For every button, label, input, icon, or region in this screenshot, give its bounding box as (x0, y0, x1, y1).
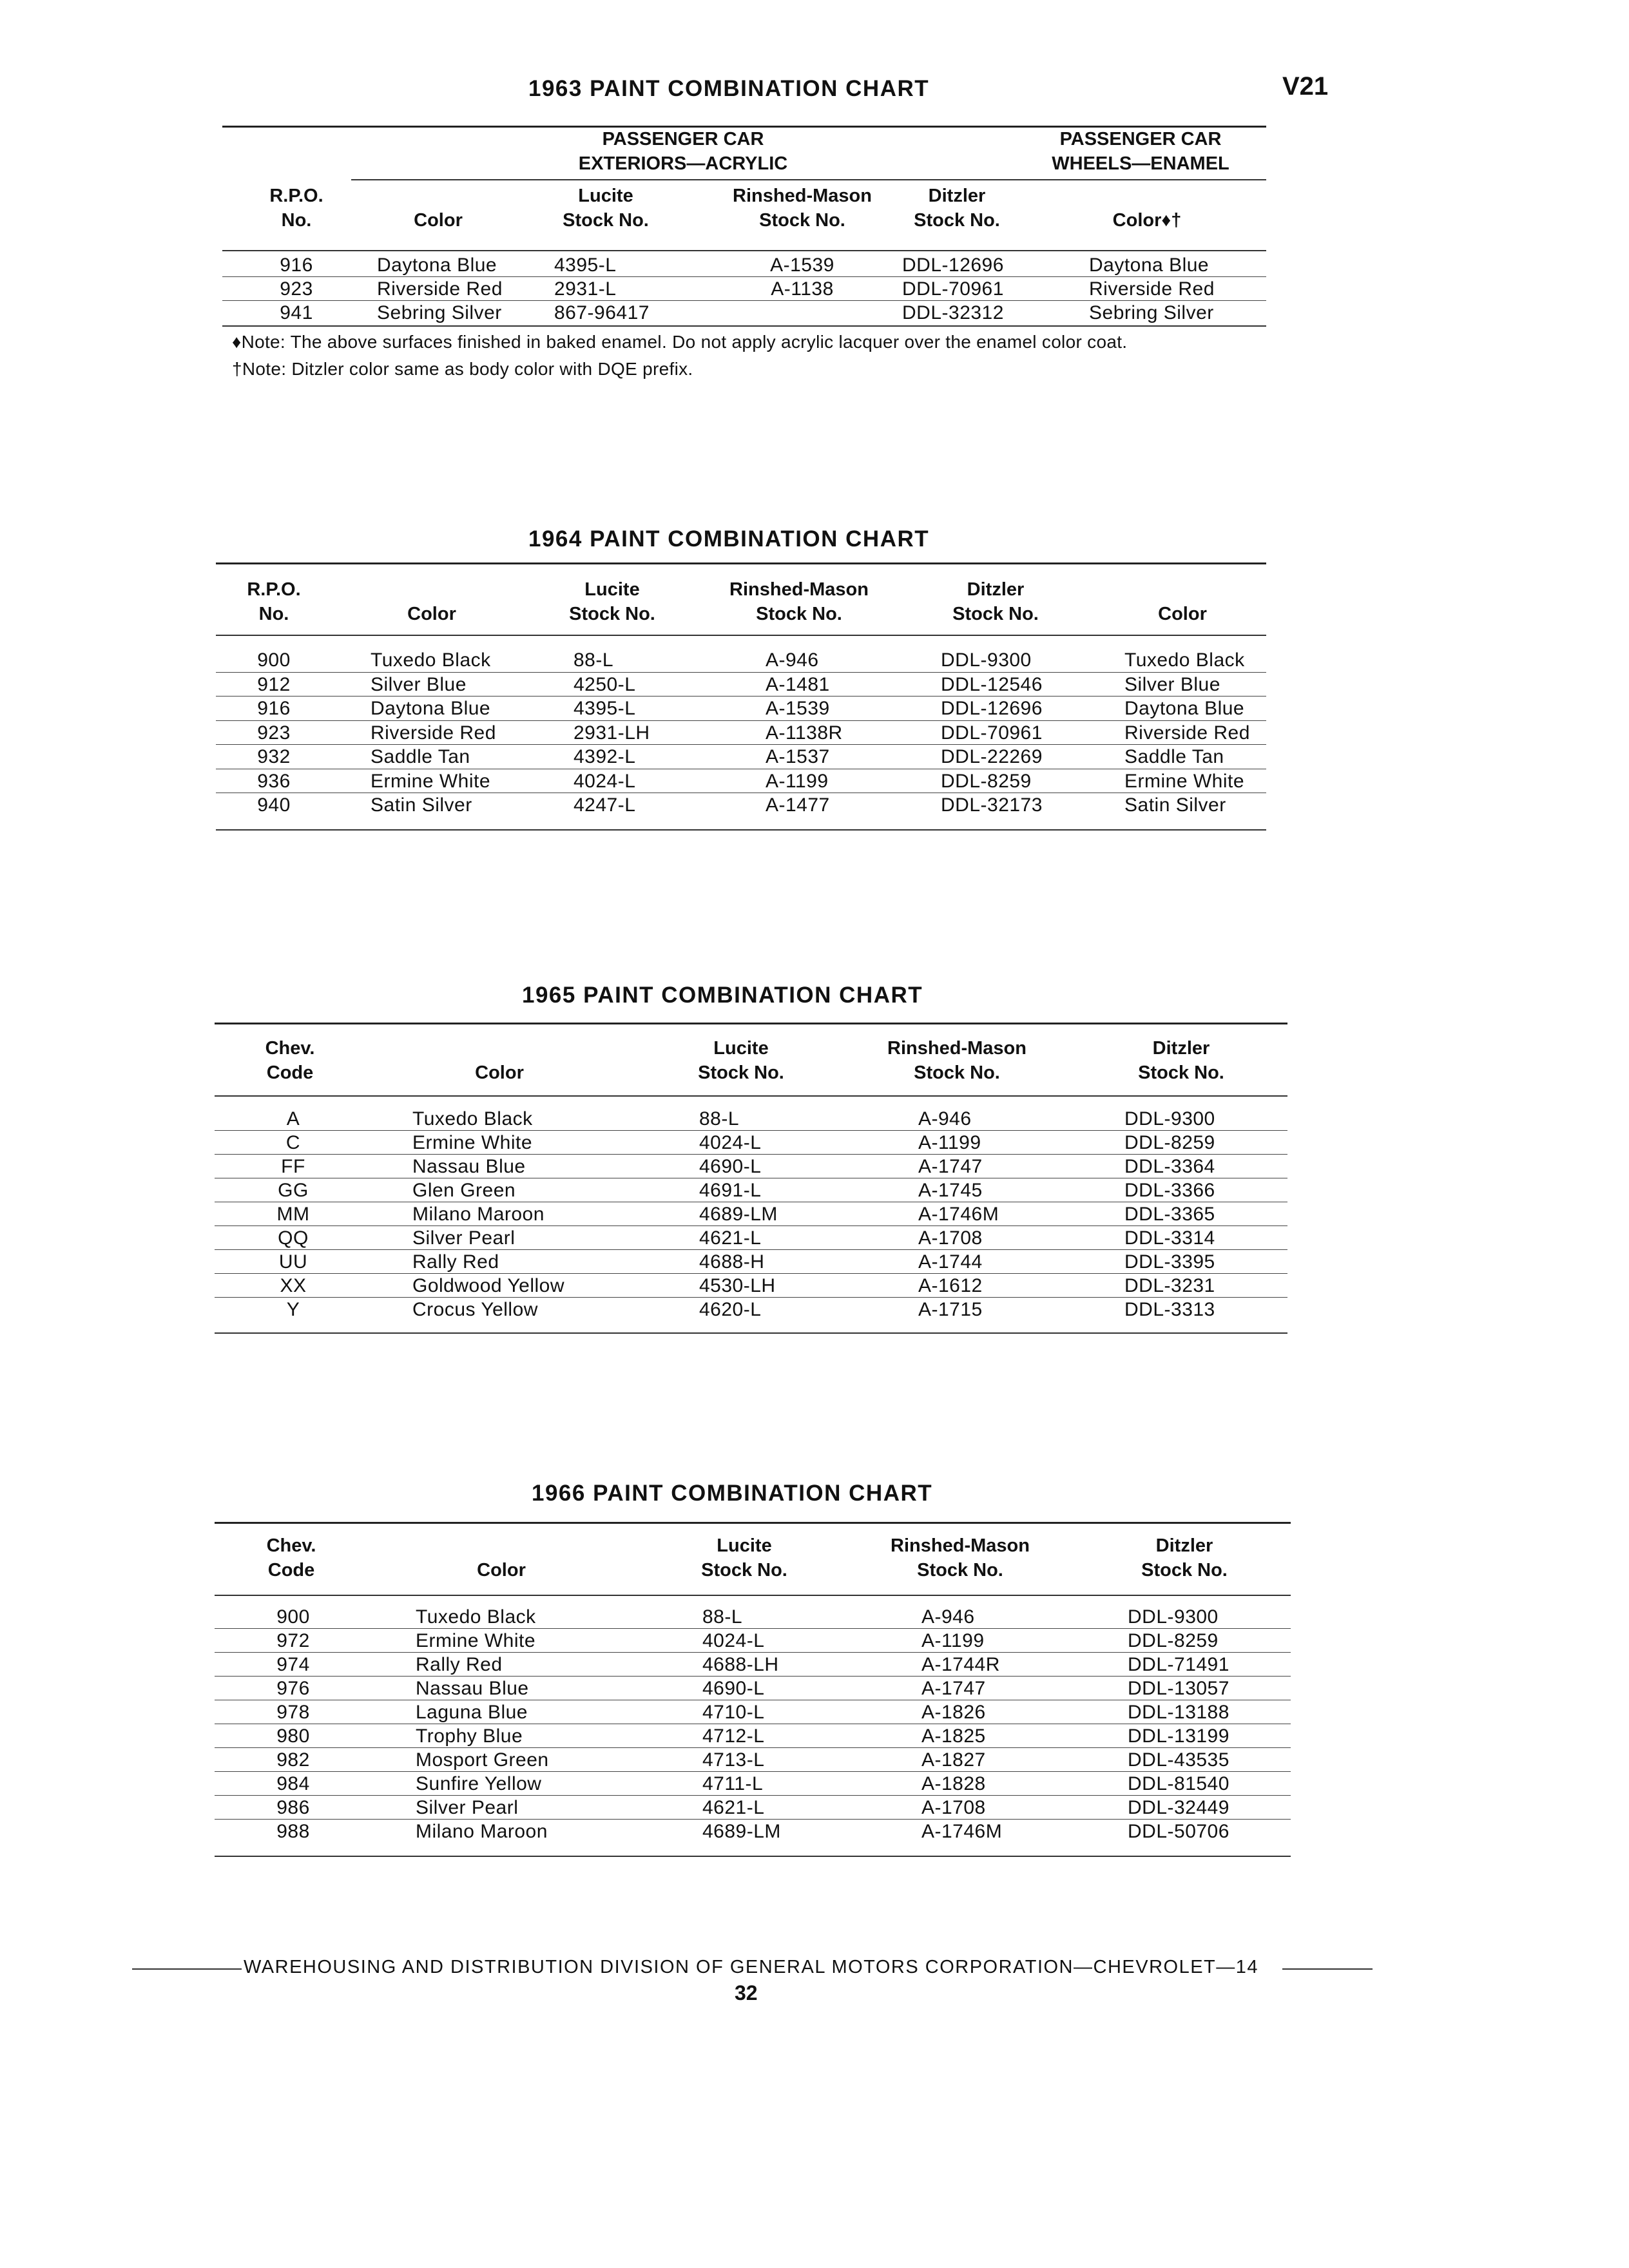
cell-lucite: 4713-L (702, 1749, 765, 1771)
footer-rule-left (132, 1968, 242, 1970)
cell-ditzler: DDL-3231 (1124, 1275, 1215, 1296)
cell-lucite: 4688-LH (702, 1654, 779, 1675)
row-rule (215, 1747, 1291, 1748)
chart-1964-header-rule (216, 635, 1266, 636)
chart-1964-h-ditzler-2: Stock No. (952, 604, 1039, 624)
cell-code: 900 (257, 649, 291, 671)
cell-rinshed-mason: A-1827 (921, 1749, 986, 1771)
row-rule (222, 300, 1266, 301)
cell-ditzler: DDL-8259 (1128, 1630, 1219, 1651)
cell-rinshed-mason: A-946 (921, 1606, 975, 1628)
cell-color: Riverside Red (371, 722, 496, 744)
cell-color: Tuxedo Black (416, 1606, 536, 1628)
chart-1963-h-ditzler-2: Stock No. (914, 210, 1000, 231)
cell-ditzler: DDL-3366 (1124, 1180, 1215, 1201)
chart-1963-h-rm-1: Rinshed-Mason (733, 186, 872, 206)
cell-wheel-color: Saddle Tan (1124, 746, 1224, 767)
cell-ditzler: DDL-22269 (941, 746, 1043, 767)
cell-color: Crocus Yellow (412, 1299, 538, 1320)
chart-1965-h-ditzler-1: Ditzler (1152, 1038, 1210, 1059)
cell-wheel-color: Ermine White (1124, 770, 1245, 792)
cell-code: 978 (276, 1702, 310, 1723)
cell-ditzler: DDL-32449 (1128, 1797, 1229, 1818)
cell-lucite: 4691-L (699, 1180, 762, 1201)
chart-1966-h-code-2: Code (267, 1560, 315, 1581)
chart-1963-h-lucite-1: Lucite (578, 186, 633, 206)
cell-ditzler: DDL-8259 (941, 770, 1032, 792)
footer-rule-right (1282, 1968, 1373, 1970)
cell-code: 916 (257, 698, 291, 719)
cell-rinshed-mason: A-946 (918, 1108, 972, 1129)
row-rule (215, 1225, 1287, 1226)
cell-ditzler: DDL-81540 (1128, 1773, 1229, 1794)
cell-lucite: 4024-L (574, 770, 636, 792)
cell-color: Rally Red (412, 1251, 499, 1273)
row-rule (215, 1676, 1291, 1677)
row-rule (215, 1795, 1291, 1796)
chart-1966-bottom-rule (215, 1856, 1291, 1857)
cell-code: GG (278, 1180, 309, 1201)
cell-code: 980 (276, 1725, 310, 1747)
cell-ditzler: DDL-3313 (1124, 1299, 1215, 1320)
page-number: 32 (735, 1981, 758, 2004)
cell-rinshed-mason: A-1746M (921, 1821, 1003, 1842)
cell-code: 900 (276, 1606, 310, 1628)
cell-color: Saddle Tan (371, 746, 470, 767)
chart-1963-h-rpo-2: No. (281, 210, 312, 231)
chart-1963-note-1: ♦Note: The above surfaces finished in baked enamel. Do not apply acrylic lacquer over the enamel color coat. (232, 332, 1128, 352)
cell-lucite: 88-L (699, 1108, 740, 1129)
chart-1964-title: 1964 PAINT COMBINATION CHART (528, 526, 930, 552)
cell-ditzler: DDL-3314 (1124, 1227, 1215, 1249)
cell-ditzler: DDL-43535 (1128, 1749, 1229, 1771)
row-rule (216, 720, 1266, 721)
cell-ditzler: DDL-71491 (1128, 1654, 1229, 1675)
cell-wheel-color: Daytona Blue (1124, 698, 1245, 719)
cell-wheel-color: Tuxedo Black (1124, 649, 1245, 671)
cell-lucite: 2931-L (554, 278, 617, 300)
cell-rinshed-mason: A-1746M (918, 1204, 999, 1225)
chart-1965-h-rm-1: Rinshed-Mason (887, 1038, 1027, 1059)
cell-color: Milano Maroon (416, 1821, 548, 1842)
chart-1965-h-lucite-1: Lucite (713, 1038, 769, 1059)
cell-lucite: 4620-L (699, 1299, 762, 1320)
chart-1965-h-rm-2: Stock No. (914, 1062, 1000, 1083)
cell-color: Trophy Blue (416, 1725, 523, 1747)
cell-lucite: 4711-L (702, 1773, 764, 1794)
footer-text: WAREHOUSING AND DISTRIBUTION DIVISION OF GENERAL MOTORS CORPORATION—CHEVROLET—14 (244, 1957, 1259, 1977)
cell-code: 976 (276, 1678, 310, 1699)
chart-1963-group1-line2: EXTERIORS—ACRYLIC (578, 153, 788, 174)
cell-code: FF (281, 1156, 305, 1177)
cell-color: Goldwood Yellow (412, 1275, 565, 1296)
cell-rinshed-mason: A-1199 (921, 1630, 985, 1651)
row-rule (215, 1819, 1291, 1820)
cell-color: Laguna Blue (416, 1702, 528, 1723)
chart-1963-group1-line1: PASSENGER CAR (602, 129, 764, 149)
cell-rinshed-mason: A-1708 (918, 1227, 983, 1249)
chart-1963-h-color: Color (414, 210, 463, 231)
chart-1965-h-color: Color (475, 1062, 524, 1083)
cell-lucite: 88-L (574, 649, 614, 671)
cell-color: Silver Blue (371, 673, 467, 695)
cell-rinshed-mason: A-1715 (918, 1299, 983, 1320)
row-rule (216, 672, 1266, 673)
cell-rinshed-mason: A-1747 (918, 1156, 983, 1177)
cell-lucite: 4688-H (699, 1251, 765, 1273)
cell-ditzler: DDL-9300 (1124, 1108, 1215, 1129)
cell-rinshed-mason: A-1481 (766, 673, 830, 695)
chart-1965-h-code-2: Code (266, 1062, 314, 1083)
chart-1966-h-rm-2: Stock No. (917, 1560, 1003, 1581)
cell-rinshed-mason: A-1138R (766, 722, 843, 744)
cell-ditzler: DDL-70961 (902, 278, 1004, 300)
cell-lucite: 4247-L (574, 794, 636, 816)
cell-rinshed-mason: A-1138 (771, 278, 834, 300)
chart-1963-group-rule (351, 179, 1266, 180)
cell-ditzler: DDL-13199 (1128, 1725, 1229, 1747)
chart-1966-h-lucite-2: Stock No. (701, 1560, 787, 1581)
row-rule (216, 696, 1266, 697)
cell-code: MM (276, 1204, 310, 1225)
cell-color: Milano Maroon (412, 1204, 545, 1225)
cell-ditzler: DDL-12546 (941, 673, 1043, 695)
cell-color: Ermine White (371, 770, 491, 792)
cell-code: 972 (276, 1630, 310, 1651)
chart-1966-h-ditzler-1: Ditzler (1155, 1535, 1213, 1556)
cell-rinshed-mason: A-1199 (766, 770, 829, 792)
cell-color: Silver Pearl (416, 1797, 519, 1818)
cell-rinshed-mason: A-1826 (921, 1702, 986, 1723)
cell-rinshed-mason: A-1708 (921, 1797, 986, 1818)
cell-ditzler: DDL-12696 (902, 255, 1004, 276)
cell-color: Nassau Blue (412, 1156, 526, 1177)
chart-1965-header-rule (215, 1095, 1287, 1097)
chart-1964-bottom-rule (216, 829, 1266, 831)
row-rule (215, 1652, 1291, 1653)
cell-ditzler: DDL-9300 (941, 649, 1032, 671)
cell-rinshed-mason: A-946 (766, 649, 819, 671)
cell-ditzler: DDL-32312 (902, 302, 1004, 323)
cell-code: Y (286, 1299, 300, 1320)
cell-lucite: 4024-L (699, 1132, 762, 1153)
chart-1963-h-rpo-1: R.P.O. (269, 186, 323, 206)
cell-wheel-color: Silver Blue (1124, 673, 1220, 695)
cell-color: Silver Pearl (412, 1227, 516, 1249)
chart-1965-h-ditzler-2: Stock No. (1138, 1062, 1224, 1083)
cell-color: Rally Red (416, 1654, 503, 1675)
cell-ditzler: DDL-13057 (1128, 1678, 1229, 1699)
cell-wheel-color: Sebring Silver (1089, 302, 1214, 323)
row-rule (215, 1273, 1287, 1274)
cell-lucite: 4621-L (699, 1227, 762, 1249)
chart-1964-h-rpo-2: No. (258, 604, 289, 624)
chart-1963-h-rm-2: Stock No. (759, 210, 845, 231)
cell-color: Ermine White (416, 1630, 536, 1651)
cell-code: 982 (276, 1749, 310, 1771)
row-rule (215, 1297, 1287, 1298)
cell-code: 912 (257, 673, 291, 695)
chart-1963-group2-line2: WHEELS—ENAMEL (1052, 153, 1229, 174)
cell-wheel-color: Satin Silver (1124, 794, 1226, 816)
chart-1965-top-rule (215, 1023, 1287, 1024)
chart-1963-bottom-rule (222, 325, 1266, 327)
cell-wheel-color: Daytona Blue (1089, 255, 1210, 276)
cell-code: 923 (257, 722, 291, 744)
cell-lucite: 88-L (702, 1606, 743, 1628)
cell-lucite: 4395-L (574, 698, 636, 719)
cell-ditzler: DDL-9300 (1128, 1606, 1219, 1628)
cell-rinshed-mason: A-1828 (921, 1773, 986, 1794)
row-rule (216, 744, 1266, 745)
cell-code: C (285, 1132, 301, 1153)
cell-rinshed-mason: A-1539 (770, 255, 834, 276)
cell-rinshed-mason: A-1199 (918, 1132, 981, 1153)
cell-color: Tuxedo Black (371, 649, 491, 671)
chart-1964-h-color-2: Color (1158, 604, 1207, 624)
chart-1964-h-color: Color (407, 604, 456, 624)
cell-lucite: 4690-L (699, 1156, 762, 1177)
cell-ditzler: DDL-8259 (1124, 1132, 1215, 1153)
cell-code: 923 (280, 278, 313, 300)
cell-rinshed-mason: A-1612 (918, 1275, 983, 1296)
chart-1963-note-2: †Note: Ditzler color same as body color with DQE prefix. (232, 359, 693, 379)
chart-1966-h-lucite-1: Lucite (717, 1535, 772, 1556)
cell-lucite: 4690-L (702, 1678, 765, 1699)
chart-1964-h-rm-1: Rinshed-Mason (729, 579, 869, 600)
cell-rinshed-mason: A-1477 (766, 794, 830, 816)
chart-1964-h-ditzler-1: Ditzler (967, 579, 1025, 600)
cell-ditzler: DDL-70961 (941, 722, 1043, 744)
cell-ditzler: DDL-50706 (1128, 1821, 1229, 1842)
cell-code: 984 (276, 1773, 310, 1794)
cell-lucite: 4024-L (702, 1630, 765, 1651)
cell-ditzler: DDL-13188 (1128, 1702, 1229, 1723)
row-rule (215, 1130, 1287, 1131)
cell-ditzler: DDL-32173 (941, 794, 1043, 816)
cell-color: Riverside Red (377, 278, 503, 300)
cell-lucite: 4689-LM (702, 1821, 781, 1842)
cell-code: 974 (276, 1654, 310, 1675)
cell-code: A (286, 1108, 300, 1129)
chart-1966-top-rule (215, 1522, 1291, 1524)
chart-1965-bottom-rule (215, 1332, 1287, 1334)
row-rule (215, 1771, 1291, 1772)
chart-1965-h-code-1: Chev. (265, 1038, 315, 1059)
cell-code: XX (280, 1275, 307, 1296)
cell-code: UU (278, 1251, 308, 1273)
cell-code: 986 (276, 1797, 310, 1818)
chart-1964-h-rpo-1: R.P.O. (247, 579, 301, 600)
cell-lucite: 4392-L (574, 746, 636, 767)
cell-color: Mosport Green (416, 1749, 549, 1771)
chart-1965-h-lucite-2: Stock No. (698, 1062, 784, 1083)
row-rule (215, 1628, 1291, 1629)
cell-color: Daytona Blue (371, 698, 491, 719)
cell-rinshed-mason: A-1747 (921, 1678, 986, 1699)
cell-code: 941 (280, 302, 313, 323)
cell-ditzler: DDL-3364 (1124, 1156, 1215, 1177)
cell-code: 932 (257, 746, 291, 767)
chart-1966-h-color: Color (477, 1560, 526, 1581)
cell-color: Sunfire Yellow (416, 1773, 542, 1794)
cell-rinshed-mason: A-1825 (921, 1725, 986, 1747)
chart-1963-header-rule (222, 250, 1266, 251)
cell-wheel-color: Riverside Red (1124, 722, 1250, 744)
cell-code: QQ (278, 1227, 309, 1249)
row-rule (215, 1249, 1287, 1250)
cell-rinshed-mason: A-1744 (918, 1251, 983, 1273)
row-rule (222, 276, 1266, 277)
chart-1963-h-wheel-color: Color♦† (1112, 210, 1182, 231)
cell-wheel-color: Riverside Red (1089, 278, 1215, 300)
cell-code: 940 (257, 794, 291, 816)
cell-lucite: 4530-LH (699, 1275, 776, 1296)
cell-color: Nassau Blue (416, 1678, 529, 1699)
cell-rinshed-mason: A-1537 (766, 746, 830, 767)
cell-rinshed-mason: A-1744R (921, 1654, 1000, 1675)
cell-lucite: 4712-L (702, 1725, 765, 1747)
chart-1966-title: 1966 PAINT COMBINATION CHART (532, 1481, 933, 1506)
cell-ditzler: DDL-3365 (1124, 1204, 1215, 1225)
cell-lucite: 867-96417 (554, 302, 650, 323)
page-id: V21 (1282, 72, 1329, 101)
cell-ditzler: DDL-12696 (941, 698, 1043, 719)
row-rule (215, 1154, 1287, 1155)
cell-rinshed-mason: A-1745 (918, 1180, 983, 1201)
cell-lucite: 4395-L (554, 255, 617, 276)
cell-color: Glen Green (412, 1180, 516, 1201)
cell-color: Sebring Silver (377, 302, 502, 323)
chart-1963-title: 1963 PAINT COMBINATION CHART (528, 76, 930, 101)
chart-1964-h-rm-2: Stock No. (756, 604, 842, 624)
chart-1964-top-rule (216, 562, 1266, 564)
cell-code: 916 (280, 255, 313, 276)
chart-1966-h-rm-1: Rinshed-Mason (891, 1535, 1030, 1556)
chart-1964-h-lucite-1: Lucite (584, 579, 640, 600)
cell-color: Satin Silver (371, 794, 472, 816)
chart-1963-group2-line1: PASSENGER CAR (1059, 129, 1222, 149)
cell-rinshed-mason: A-1539 (766, 698, 830, 719)
cell-lucite: 4621-L (702, 1797, 765, 1818)
cell-code: 988 (276, 1821, 310, 1842)
chart-1966-h-ditzler-2: Stock No. (1141, 1560, 1228, 1581)
chart-1966-header-rule (215, 1595, 1291, 1596)
cell-color: Tuxedo Black (412, 1108, 533, 1129)
chart-1966-h-code-1: Chev. (266, 1535, 316, 1556)
cell-lucite: 4710-L (702, 1702, 765, 1723)
cell-code: 936 (257, 770, 291, 792)
chart-1963-h-lucite-2: Stock No. (563, 210, 649, 231)
cell-ditzler: DDL-3395 (1124, 1251, 1215, 1273)
cell-lucite: 4250-L (574, 673, 636, 695)
chart-1963-h-ditzler-1: Ditzler (928, 186, 986, 206)
cell-color: Ermine White (412, 1132, 533, 1153)
chart-1964-h-lucite-2: Stock No. (569, 604, 655, 624)
cell-lucite: 4689-LM (699, 1204, 778, 1225)
chart-1965-title: 1965 PAINT COMBINATION CHART (522, 983, 923, 1008)
cell-color: Daytona Blue (377, 255, 497, 276)
cell-lucite: 2931-LH (574, 722, 650, 744)
